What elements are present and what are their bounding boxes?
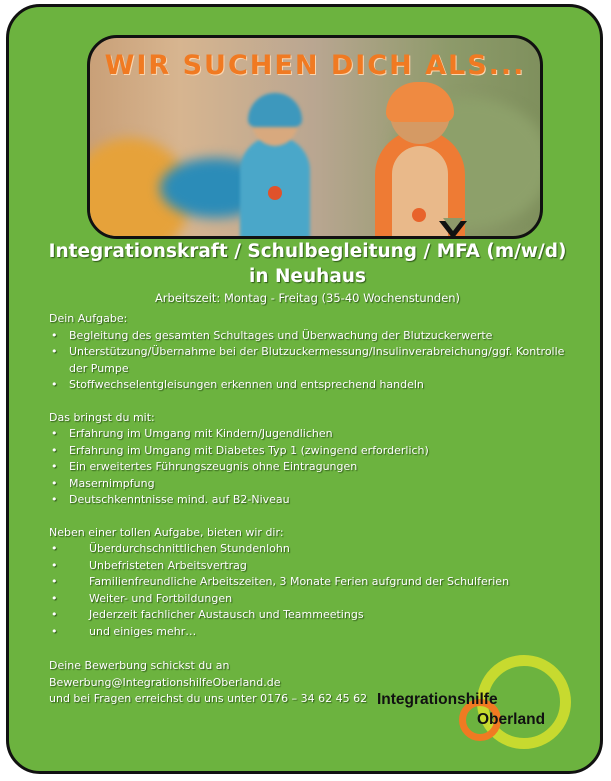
list-item: • und einiges mehr… <box>49 624 570 641</box>
logo-text-line2: Oberland <box>477 711 546 728</box>
job-poster <box>6 4 603 774</box>
contact-email[interactable]: Bewerbung@IntegrationshilfeOberland.de <box>49 675 281 689</box>
wooden-figure-blue-hood <box>248 93 302 127</box>
speech-bubble-tail <box>439 221 467 239</box>
list-item: • Unbefristeten Arbeitsvertrag <box>49 558 570 575</box>
list-item: • Unterstützung/Übernahme bei der Blutzuckermessung/Insulinverabreichung/ggf. Kontrolle der Pumpe <box>49 344 570 377</box>
list-item: • Begleitung des gesamten Schultages und Überwachung der Blutzuckerwerte <box>49 328 570 345</box>
list-item: • Ein erweitertes Führungszeugnis ohne Eintragungen <box>49 459 570 476</box>
tasks-section <box>49 311 570 708</box>
list-item: • Erfahrung im Umgang mit Diabetes Typ 1 (zwingend erforderlich) <box>49 443 570 460</box>
logo-text-line1: Integrationshilfe <box>377 691 498 708</box>
tasks-title: Dein Aufgabe: <box>49 312 128 325</box>
list-item: • Erfahrung im Umgang mit Kindern/Jugendlichen <box>49 426 570 443</box>
offer-list <box>49 541 570 640</box>
list-item: • Familienfreundliche Arbeitszeiten, 3 Monate Ferien aufgrund der Schulferien <box>49 574 570 591</box>
integrationshilfe-logo <box>371 655 571 755</box>
contact-line: Deine Bewerbung schickst du an <box>49 659 230 672</box>
wooden-figure-orange-cap <box>386 82 454 122</box>
list-item: • Weiter- und Fortbildungen <box>49 591 570 608</box>
worktime: Arbeitszeit: Montag - Freitag (35-40 Wochenstunden) <box>154 291 461 305</box>
tasks-list <box>49 328 570 394</box>
flower-icon <box>412 208 426 222</box>
list-item: • Deutschkenntnisse mind. auf B2-Niveau <box>49 492 570 509</box>
header-photo <box>87 35 543 239</box>
offer-title: Neben einer tollen Aufgabe, bieten wir dir: <box>49 525 284 539</box>
flower-icon <box>268 186 282 200</box>
job-title-line2: in Neuhaus <box>249 266 366 287</box>
list-item: • Jederzeit fachlicher Austausch und Teammeetings <box>49 607 570 624</box>
list-item: • Stoffwechselentgleisungen erkennen und entsprechend handeln <box>49 377 570 394</box>
photo-headline: WIR SUCHEN DICH ALS... <box>104 50 526 81</box>
poster-content <box>9 239 603 708</box>
list-item: • Überdurchschnittlichen Stundenlohn <box>49 541 570 558</box>
requirements-title: Das bringst du mit: <box>49 410 155 424</box>
job-title <box>9 239 603 289</box>
list-item: • Masernimpfung <box>49 476 570 493</box>
contact-phone: und bei Fragen erreichst du uns unter 0176 – 34 62 45 62 <box>49 692 368 705</box>
job-title-line1: Integrationskraft / Schulbegleitung / MFA (m/w/d) <box>48 241 567 262</box>
requirements-list <box>49 426 570 509</box>
